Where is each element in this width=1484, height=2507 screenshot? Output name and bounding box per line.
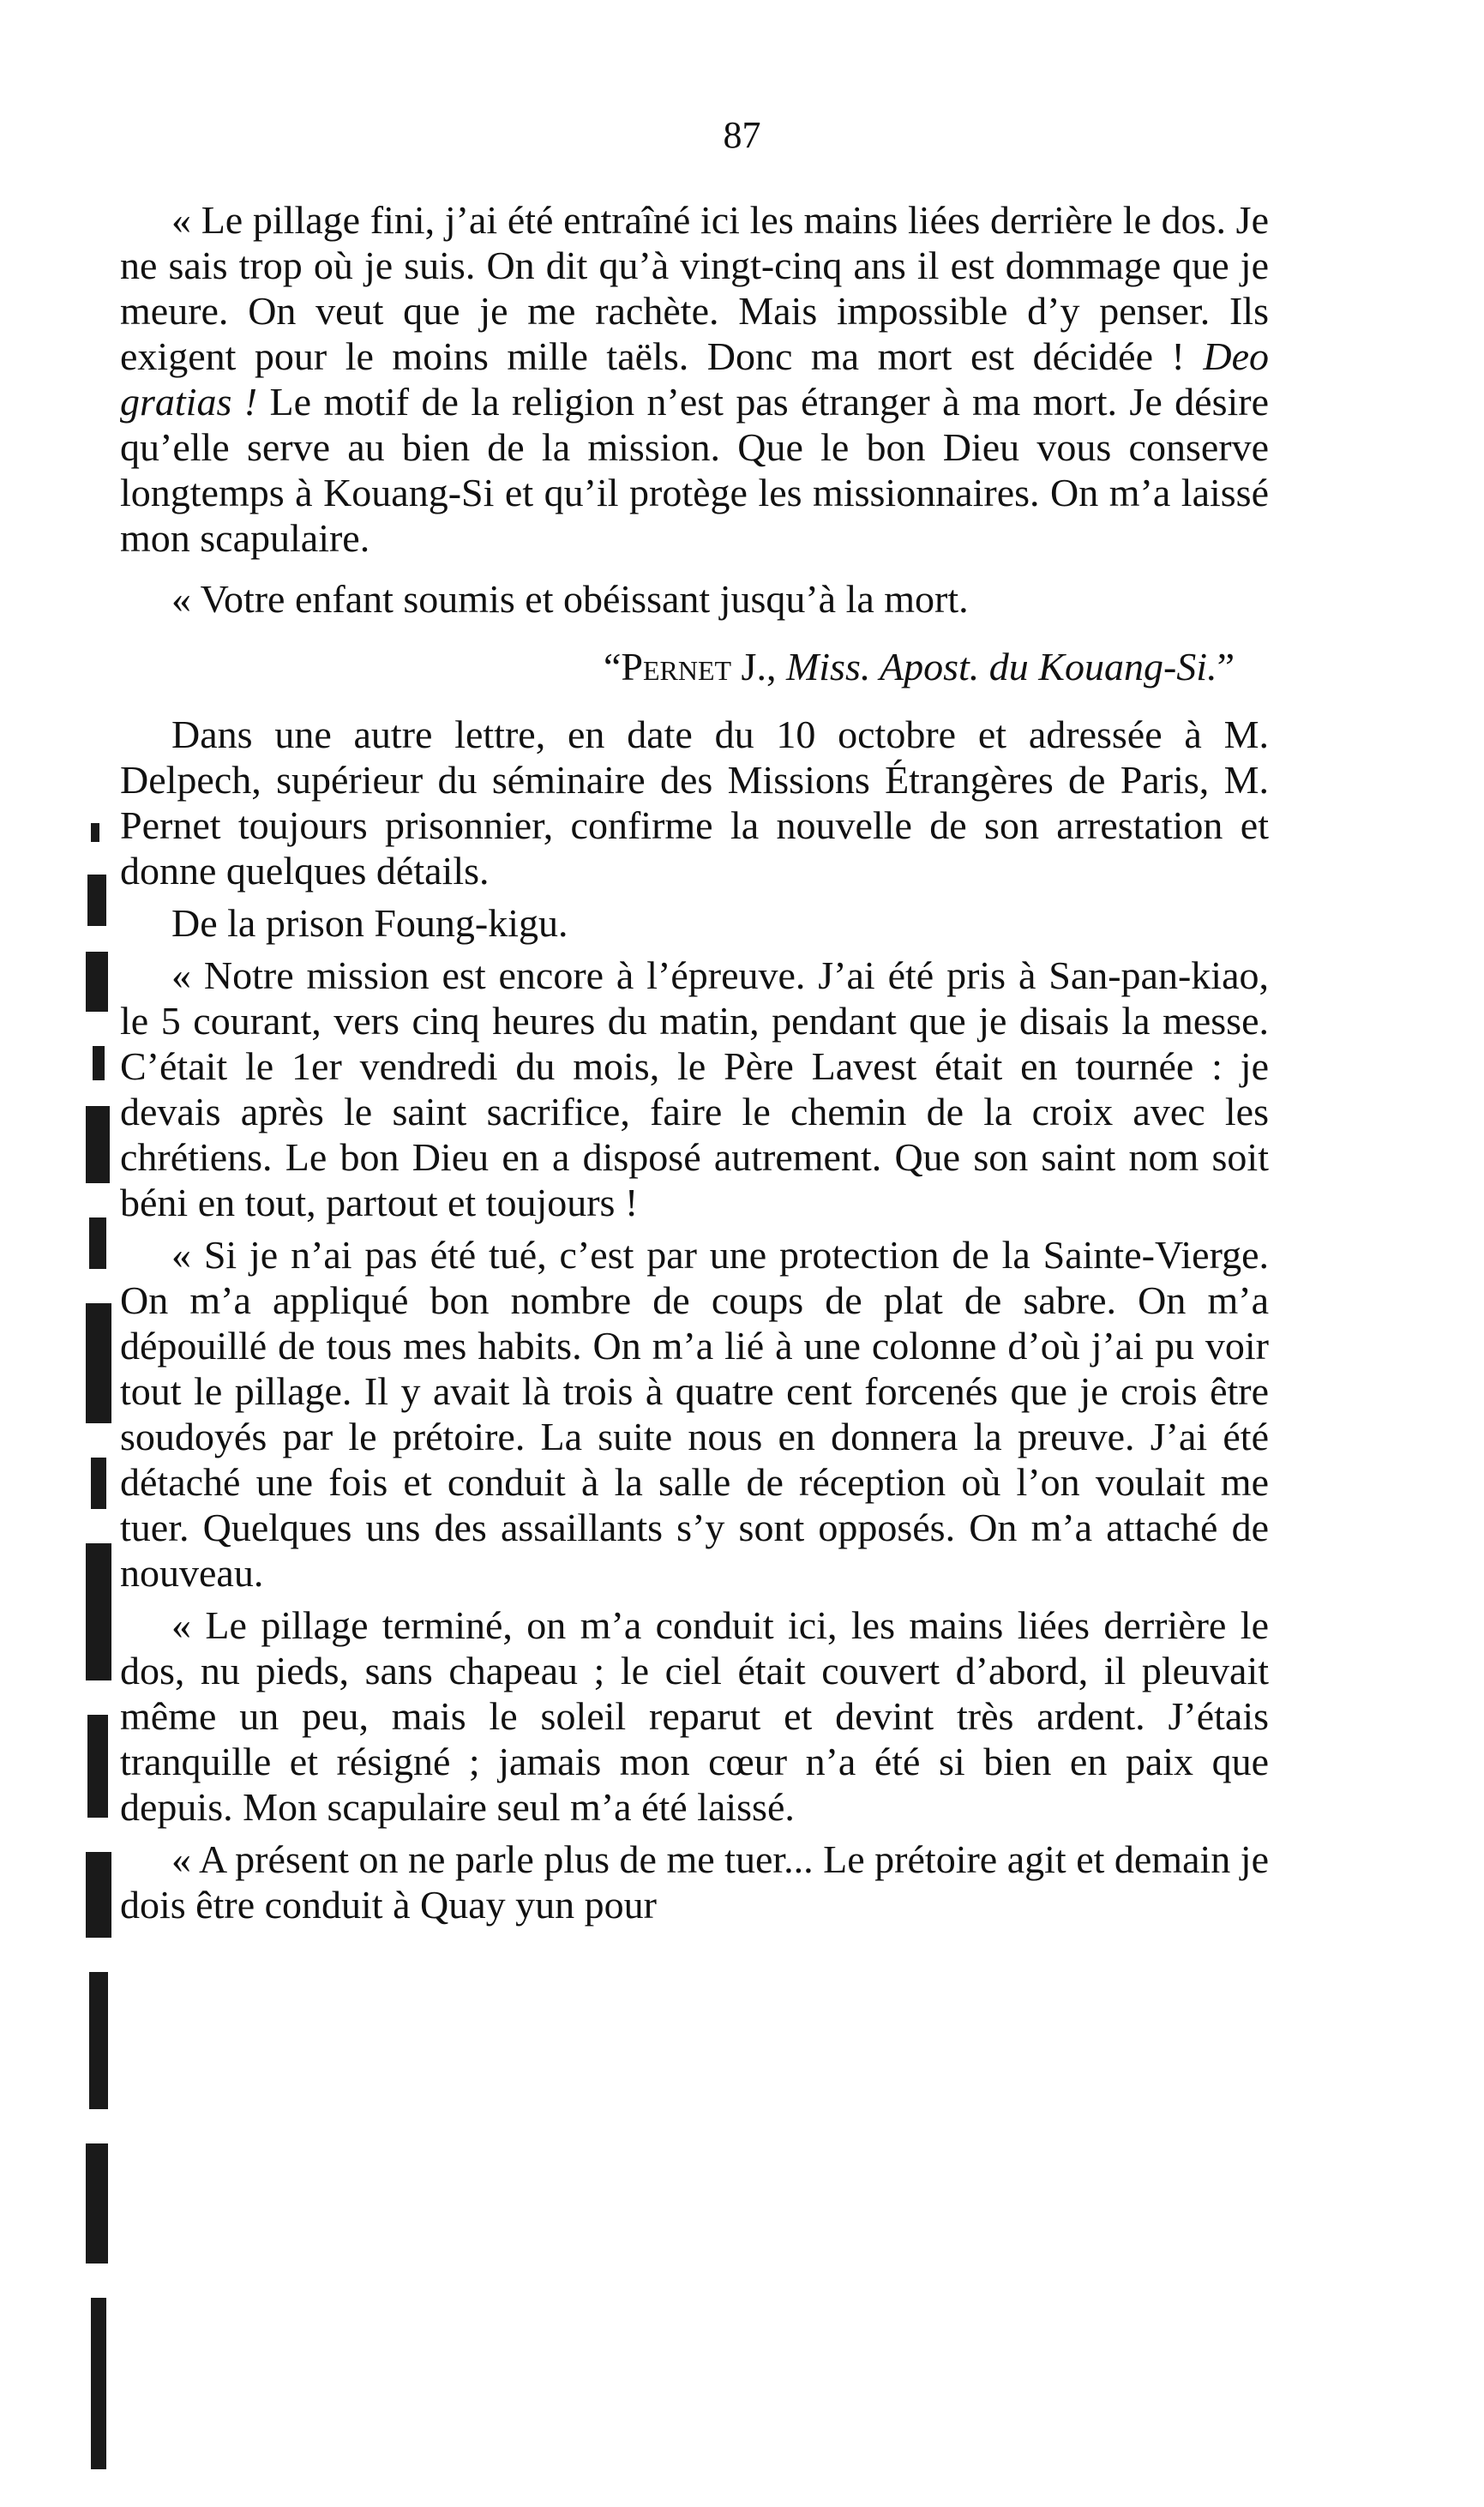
page-number: 87 [723, 114, 761, 156]
letter-paragraph-2: « Notre mission est encore à l’épreuve. J’ai été pris à San-pan-kiao, le 5 courant, vers cinq heures du matin, pendant que je disais la messe. C’était le 1er vendredi du mois, le Père Lavest était en tournée : je devais après le saint sacrifice, faire le chemin de la croix avec les chrétiens. Le bon Dieu en a disposé autrement. Que son saint nom soit béni en tout, partout et toujours ! [120, 953, 1269, 1224]
letter-paragraph-5: « A présent on ne parle plus de me tuer... Le prétoire agit et demain je dois être conduit à Quay yun pour [120, 1837, 1269, 1927]
paragraph-text: Le motif de la religion n’est pas étranger à ma mort. Je désire qu’elle serve au bien de la mission. Que le bon Dieu vous conserve longtemps à Kouang-Si et qu’il protège les missionnaires. On m’a laissé mon scapulaire. [120, 380, 1269, 560]
binding-shadow [86, 823, 120, 2507]
paragraph-text: « Votre enfant soumis et obéissant jusqu’à la mort. [171, 577, 969, 621]
paragraph-text: « Le pillage fini, j’ai été entraîné ici les mains liées derrière le dos. Je ne sais trop où je suis. On dit qu’à vingt-cinq ans il est dommage que je meure. On veut que je me rachète. Mais impossible d’y penser. Ils exigent pour le moins mille taëls. Donc ma mort est décidée ! [120, 198, 1269, 378]
signature-name: Pernet J., [621, 645, 777, 688]
body-text [120, 197, 1269, 1934]
letter-paragraph-1 [120, 197, 1269, 561]
letter-paragraph-4: « Le pillage terminé, on m’a conduit ici, les mains liées derrière le dos, nu pieds, sans chapeau ; le ciel était couvert d’abord, il pleuvait même un peu, mais le soleil reparut et devint très ardent. J’étais tranquille et résigné ; jamais mon cœur n’a été si bien en paix que depuis. Mon scapulaire seul m’a été laissé. [120, 1603, 1269, 1829]
signature [120, 644, 1269, 689]
signature-open-quote: “ [603, 645, 622, 688]
narrative-paragraph: Dans une autre lettre, en date du 10 octobre et adressée à M. Delpech, supérieur du séminaire des Missions Étrangères de Paris, M. Pernet toujours prisonnier, confirme la nouvelle de son arrestation et donne quelques détails. [120, 712, 1269, 893]
letter-paragraph-3: « Si je n’ai pas été tué, c’est par une protection de la Sainte-Vierge. On m’a appliqué bon nombre de coups de plat de sabre. On m’a dépouillé de tous mes habits. On m’a lié à une colonne d’où j’ai pu voir tout le pillage. Il y avait là trois à quatre cent forcenés que je crois être soudoyés par le prétoire. La suite nous en donnera la preuve. J’ai été détaché une fois et conduit à la salle de réception où l’on voulait me tuer. Quelques uns des assaillants s’y sont opposés. On m’a attaché de nouveau. [120, 1233, 1269, 1595]
letter-closing [120, 576, 1269, 622]
latin-phrase: Deo gratias ! [120, 334, 1269, 424]
signature-close-quote: ” [1217, 645, 1235, 688]
prison-heading: De la prison Foung-kigu. [171, 901, 568, 945]
signature-title: Miss. Apost. du Kouang-Si. [785, 645, 1217, 688]
